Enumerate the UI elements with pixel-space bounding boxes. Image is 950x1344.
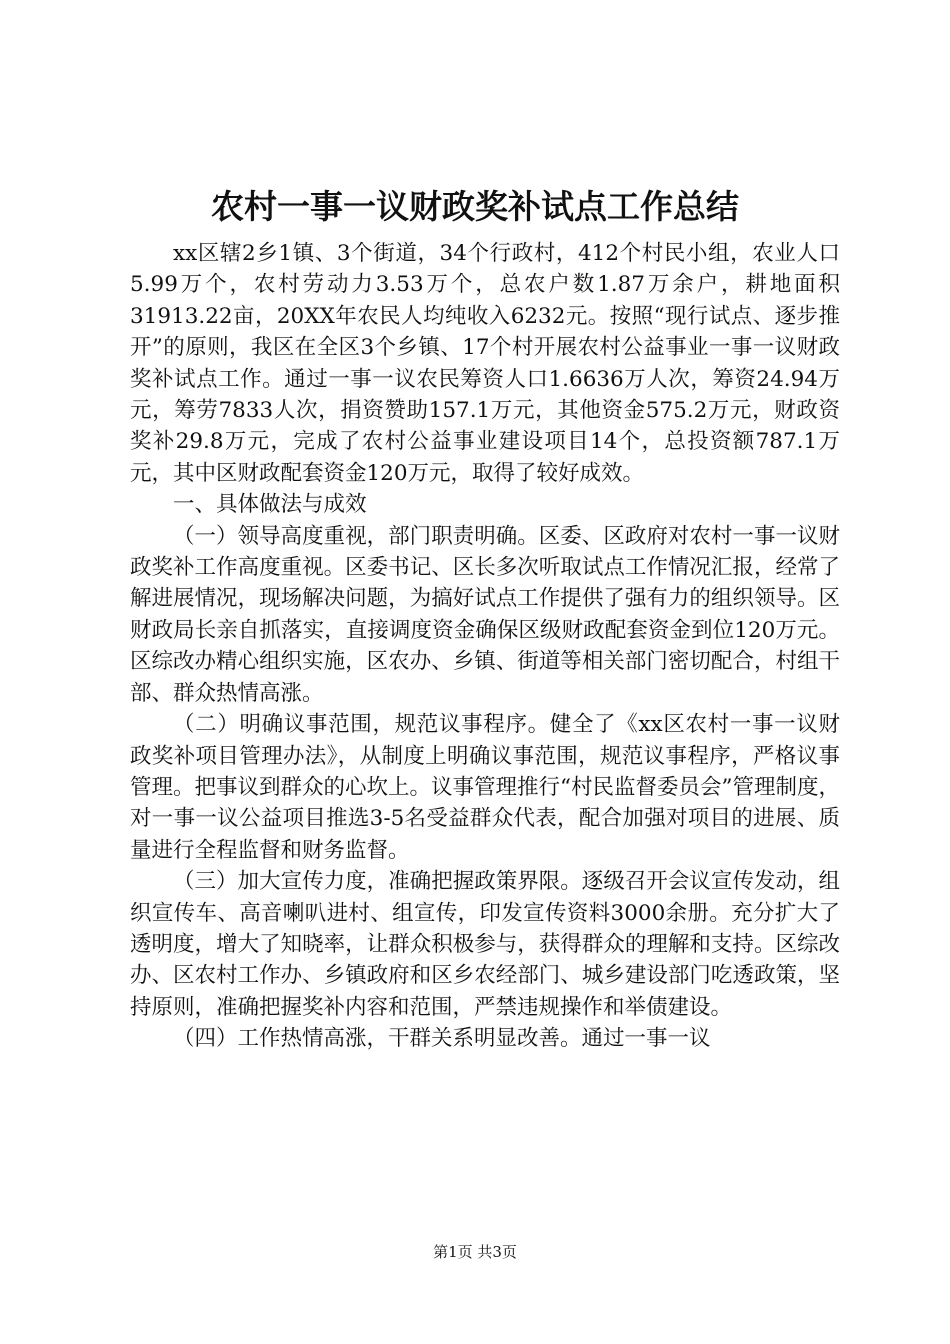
paragraph-item-3: （三）加大宣传力度，准确把握政策界限。逐级召开会议宣传发动，组织宣传车、高音喇叭进村、组宣传，印发宣传资料3000余册。充分扩大了透明度，增大了知晓率，让群众积极参与，获得群众的理解和支持。区综改办、区农村工作办、乡镇政府和区乡农经部门、城乡建设部门吃透政策，坚持原则，准确把握奖补内容和范围，严禁违规操作和举债建设。 bbox=[130, 869, 840, 1020]
section-heading: 一、具体做法与成效 bbox=[173, 492, 367, 518]
page-footer: 第1页 共3页 bbox=[433, 1243, 517, 1261]
paragraph-item-4: （四）工作热情高涨，干群关系明显改善。通过一事一议 bbox=[173, 1026, 711, 1052]
paragraph-intro: xx区辖2乡1镇、3个街道，34个行政村，412个村民小组，农业人口5.99万个，农村劳动力3.53万个，总农户数1.87万余户，耕地面积31913.22亩，20XX年农民人均纯收入6232元。按照“现行试点、逐步推开”的原则，我区在全区3个乡镇、17个村开展农村公益事业一事一议财政奖补试点工作。通过一事一议农民筹资人口1.6636万人次，筹资24.94万元，筹劳7833人次，捐资赞助157.1万元，其他资金575.2万元，财政资奖补29.8万元，完成了农村公益事业建设项目14个，总投资额787.1万元，其中区财政配套资金120万元，取得了较好成效。 bbox=[130, 241, 840, 486]
document-title: 农村一事一议财政奖补试点工作总结 bbox=[211, 187, 739, 226]
document-body bbox=[130, 238, 840, 1055]
paragraph-item-2: （二）明确议事范围，规范议事程序。健全了《xx区农村一事一议财政奖补项目管理办法》，从制度上明确议事范围，规范议事程序，严格议事管理。把事议到群众的心坎上。议事管理推行“村民监督委员会”管理制度，对一事一议公益项目推选3-5名受益群众代表，配合加强对项目的进展、质量进行全程监督和财务监督。 bbox=[130, 712, 840, 863]
paragraph-item-1: （一）领导高度重视，部门职责明确。区委、区政府对农村一事一议财政奖补工作高度重视。区委书记、区长多次听取试点工作情况汇报，经常了解进展情况，现场解决问题，为搞好试点工作提供了强有力的组织领导。区财政局长亲自抓落实，直接调度资金确保区级财政配套资金到位120万元。区综改办精心组织实施，区农办、乡镇、街道等相关部门密切配合，村组干部、群众热情高涨。 bbox=[130, 523, 840, 706]
